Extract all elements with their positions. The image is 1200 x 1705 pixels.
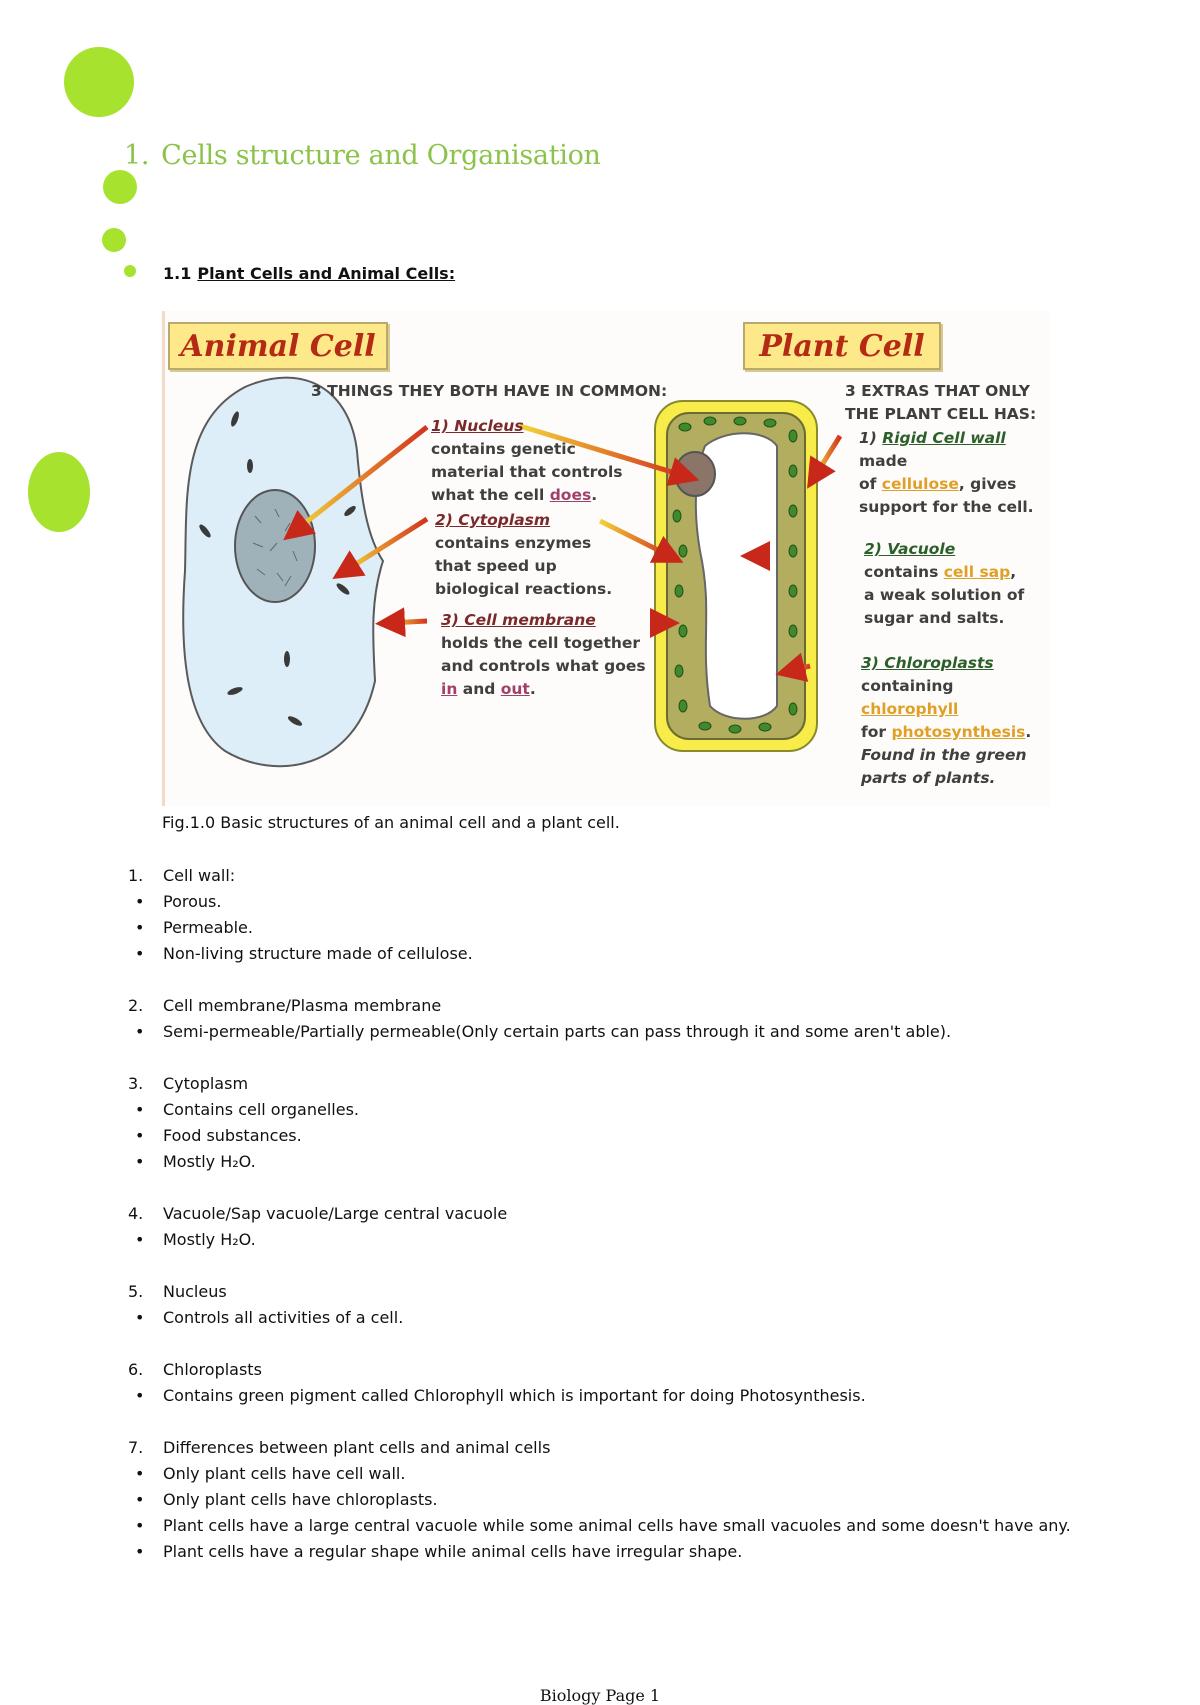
nucleus-label — [431, 415, 622, 507]
list-number: 2. — [128, 996, 144, 1015]
bullet-icon: • — [135, 892, 145, 911]
figure-caption: Fig.1.0 Basic structures of an animal cell and a plant cell. — [162, 813, 620, 832]
bullet-row — [128, 889, 1078, 915]
bullet-row — [128, 1487, 1078, 1513]
bullet-row — [128, 1461, 1078, 1487]
bullet-text: Mostly H₂O. — [163, 1152, 256, 1171]
wall-line3: support for the cell. — [859, 498, 1034, 516]
list-item — [128, 1435, 1078, 1565]
list-item — [128, 863, 1078, 967]
cell-diagram — [162, 311, 1050, 806]
title-number: 1. — [124, 140, 150, 171]
bullet-text: Plant cells have a large central vacuole while some animal cells have small vacuoles and some doesn't have any. — [163, 1516, 1071, 1535]
chloroplasts-name: 3) Chloroplasts — [861, 654, 994, 672]
bullet-text: Semi-permeable/Partially permeable(Only certain parts can pass through it and some aren't able). — [163, 1022, 952, 1041]
bullet-row — [128, 1513, 1078, 1539]
list-item-title: Chloroplasts — [163, 1360, 262, 1379]
wall-of: of — [859, 475, 882, 493]
decor-circle-side — [28, 452, 90, 532]
page-title — [124, 140, 601, 171]
bullet-row — [128, 1149, 1078, 1175]
membrane-line1: holds the cell together — [441, 634, 641, 652]
wall-line1 — [859, 427, 1050, 473]
decor-circle-medium — [103, 170, 137, 204]
membrane-line2: and controls what goes — [441, 657, 646, 675]
nucleus-name: 1) Nucleus — [431, 417, 524, 435]
membrane-period: . — [529, 680, 536, 698]
chloroplasts-line3: Found in the green — [861, 746, 1027, 764]
bullet-icon: • — [135, 944, 145, 963]
list-item — [128, 1201, 1078, 1253]
list-item-heading — [128, 863, 1078, 889]
bullet-icon: • — [135, 1126, 145, 1145]
bullet-icon: • — [135, 1542, 145, 1561]
list-item-title: Cytoplasm — [163, 1074, 249, 1093]
bullet-icon: • — [135, 1516, 145, 1535]
list-item-heading — [128, 993, 1078, 1019]
chloroplasts-line4: parts of plants. — [861, 769, 996, 787]
cytoplasm-name: 2) Cytoplasm — [435, 511, 551, 529]
list-item-heading — [128, 1435, 1078, 1461]
list-item — [128, 993, 1078, 1045]
list-item-heading — [128, 1279, 1078, 1305]
decor-circle-tiny — [124, 265, 136, 277]
section-heading — [163, 264, 455, 283]
bullet-text: Mostly H₂O. — [163, 1230, 256, 1249]
chloroplasts-for: for — [861, 723, 892, 741]
bullet-text: Non-living structure made of cellulose. — [163, 944, 473, 963]
extras-heading-line2: THE PLANT CELL HAS: — [845, 405, 1037, 423]
nucleus-period: . — [591, 486, 598, 504]
bullet-row — [128, 915, 1078, 941]
vacuole-cell-sap: cell sap — [943, 563, 1011, 581]
membrane-and: and — [457, 680, 501, 698]
nucleus-line2: material that controls — [431, 463, 623, 481]
wall-label — [859, 427, 1050, 519]
list-item — [128, 1357, 1078, 1409]
bullet-text: Porous. — [163, 892, 222, 911]
wall-name: Rigid Cell wall — [882, 429, 1006, 447]
wall-line2 — [859, 473, 1050, 496]
bullet-text: Contains cell organelles. — [163, 1100, 359, 1119]
membrane-out: out — [500, 680, 530, 698]
bullet-icon: • — [135, 1490, 145, 1509]
bullet-icon: • — [135, 1230, 145, 1249]
cytoplasm-line3: biological reactions. — [435, 580, 613, 598]
list-item-title: Nucleus — [163, 1282, 227, 1301]
list-number: 7. — [128, 1438, 144, 1457]
wall-cellulose: cellulose — [881, 475, 959, 493]
notes-list — [128, 863, 1078, 1591]
bullet-text: Plant cells have a regular shape while animal cells have irregular shape. — [163, 1542, 743, 1561]
bullet-icon: • — [135, 1464, 145, 1483]
vacuole-line1 — [864, 561, 1024, 584]
bullet-row — [128, 1305, 1078, 1331]
bullet-text: Contains green pigment called Chlorophyll which is important for doing Photosynthesis. — [163, 1386, 866, 1405]
wall-gives: , gives — [958, 475, 1017, 493]
list-number: 3. — [128, 1074, 144, 1093]
decor-circle-small — [102, 228, 126, 252]
wall-suffix: made — [859, 452, 908, 470]
chloroplasts-label — [861, 652, 1050, 790]
animal-cell-title: Animal Cell — [168, 322, 388, 370]
list-item-title: Cell membrane/Plasma membrane — [163, 996, 442, 1015]
list-item-title: Vacuole/Sap vacuole/Large central vacuole — [163, 1204, 508, 1223]
vacuole-comma: , — [1010, 563, 1017, 581]
bullet-row — [128, 1123, 1078, 1149]
bullet-row — [128, 1019, 1078, 1045]
bullet-icon: • — [135, 1022, 145, 1041]
section-number: 1.1 — [163, 264, 192, 283]
bullet-icon: • — [135, 918, 145, 937]
extras-heading-line1: 3 EXTRAS THAT ONLY — [845, 382, 1030, 400]
cytoplasm-line1: contains enzymes — [435, 534, 592, 552]
membrane-in: in — [441, 680, 458, 698]
bullet-row — [128, 1383, 1078, 1409]
list-item — [128, 1071, 1078, 1175]
list-item-title: Cell wall: — [163, 866, 236, 885]
chloroplasts-line1 — [861, 675, 1050, 721]
vacuole-line2: a weak solution of — [864, 586, 1025, 604]
bullet-row — [128, 941, 1078, 967]
cytoplasm-label — [435, 509, 612, 601]
list-number: 1. — [128, 866, 144, 885]
nucleus-does: does — [549, 486, 592, 504]
list-item-heading — [128, 1357, 1078, 1383]
vacuole-contains: contains — [864, 563, 944, 581]
nucleus-line3-text: what the cell — [431, 486, 550, 504]
vacuole-label — [864, 538, 1024, 630]
section-title: Plant Cells and Animal Cells: — [197, 264, 456, 283]
bullet-icon: • — [135, 1386, 145, 1405]
decor-circle-large — [64, 47, 134, 117]
nucleus-line1: contains genetic — [431, 440, 576, 458]
wall-prefix: 1) — [859, 429, 883, 447]
page-footer: Biology Page 1 — [539, 1686, 661, 1705]
list-item-title: Differences between plant cells and animal cells — [163, 1438, 551, 1457]
chloroplasts-line2 — [861, 721, 1050, 744]
list-number: 5. — [128, 1282, 144, 1301]
membrane-name: 3) Cell membrane — [441, 611, 596, 629]
nucleus-line3 — [431, 484, 622, 507]
bullet-text: Food substances. — [163, 1126, 302, 1145]
bullet-row — [128, 1227, 1078, 1253]
extras-heading — [845, 380, 1036, 426]
bullet-icon: • — [135, 1100, 145, 1119]
bullet-row — [128, 1539, 1078, 1565]
vacuole-name: 2) Vacuole — [864, 540, 956, 558]
chloroplasts-chlorophyll: chlorophyll — [861, 700, 959, 718]
list-item-heading — [128, 1071, 1078, 1097]
chloroplasts-photosynthesis: photosynthesis — [891, 723, 1026, 741]
bullet-icon: • — [135, 1308, 145, 1327]
bullet-text: Permeable. — [163, 918, 253, 937]
common-heading: 3 THINGS THEY BOTH HAVE IN COMMON: — [311, 382, 668, 400]
list-item — [128, 1279, 1078, 1331]
cytoplasm-line2: that speed up — [435, 557, 557, 575]
bullet-icon: • — [135, 1152, 145, 1171]
list-number: 4. — [128, 1204, 144, 1223]
membrane-label — [441, 609, 646, 701]
bullet-row — [128, 1097, 1078, 1123]
vacuole-line3: sugar and salts. — [864, 609, 1005, 627]
title-text: Cells structure and Organisation — [161, 140, 601, 171]
membrane-line3 — [441, 678, 646, 701]
plant-cell-title: Plant Cell — [743, 322, 941, 370]
bullet-text: Only plant cells have chloroplasts. — [163, 1490, 438, 1509]
bullet-text: Only plant cells have cell wall. — [163, 1464, 406, 1483]
bullet-text: Controls all activities of a cell. — [163, 1308, 404, 1327]
chloroplasts-containing: containing — [861, 677, 954, 695]
chloroplasts-period: . — [1025, 723, 1032, 741]
list-number: 6. — [128, 1360, 144, 1379]
list-item-heading — [128, 1201, 1078, 1227]
